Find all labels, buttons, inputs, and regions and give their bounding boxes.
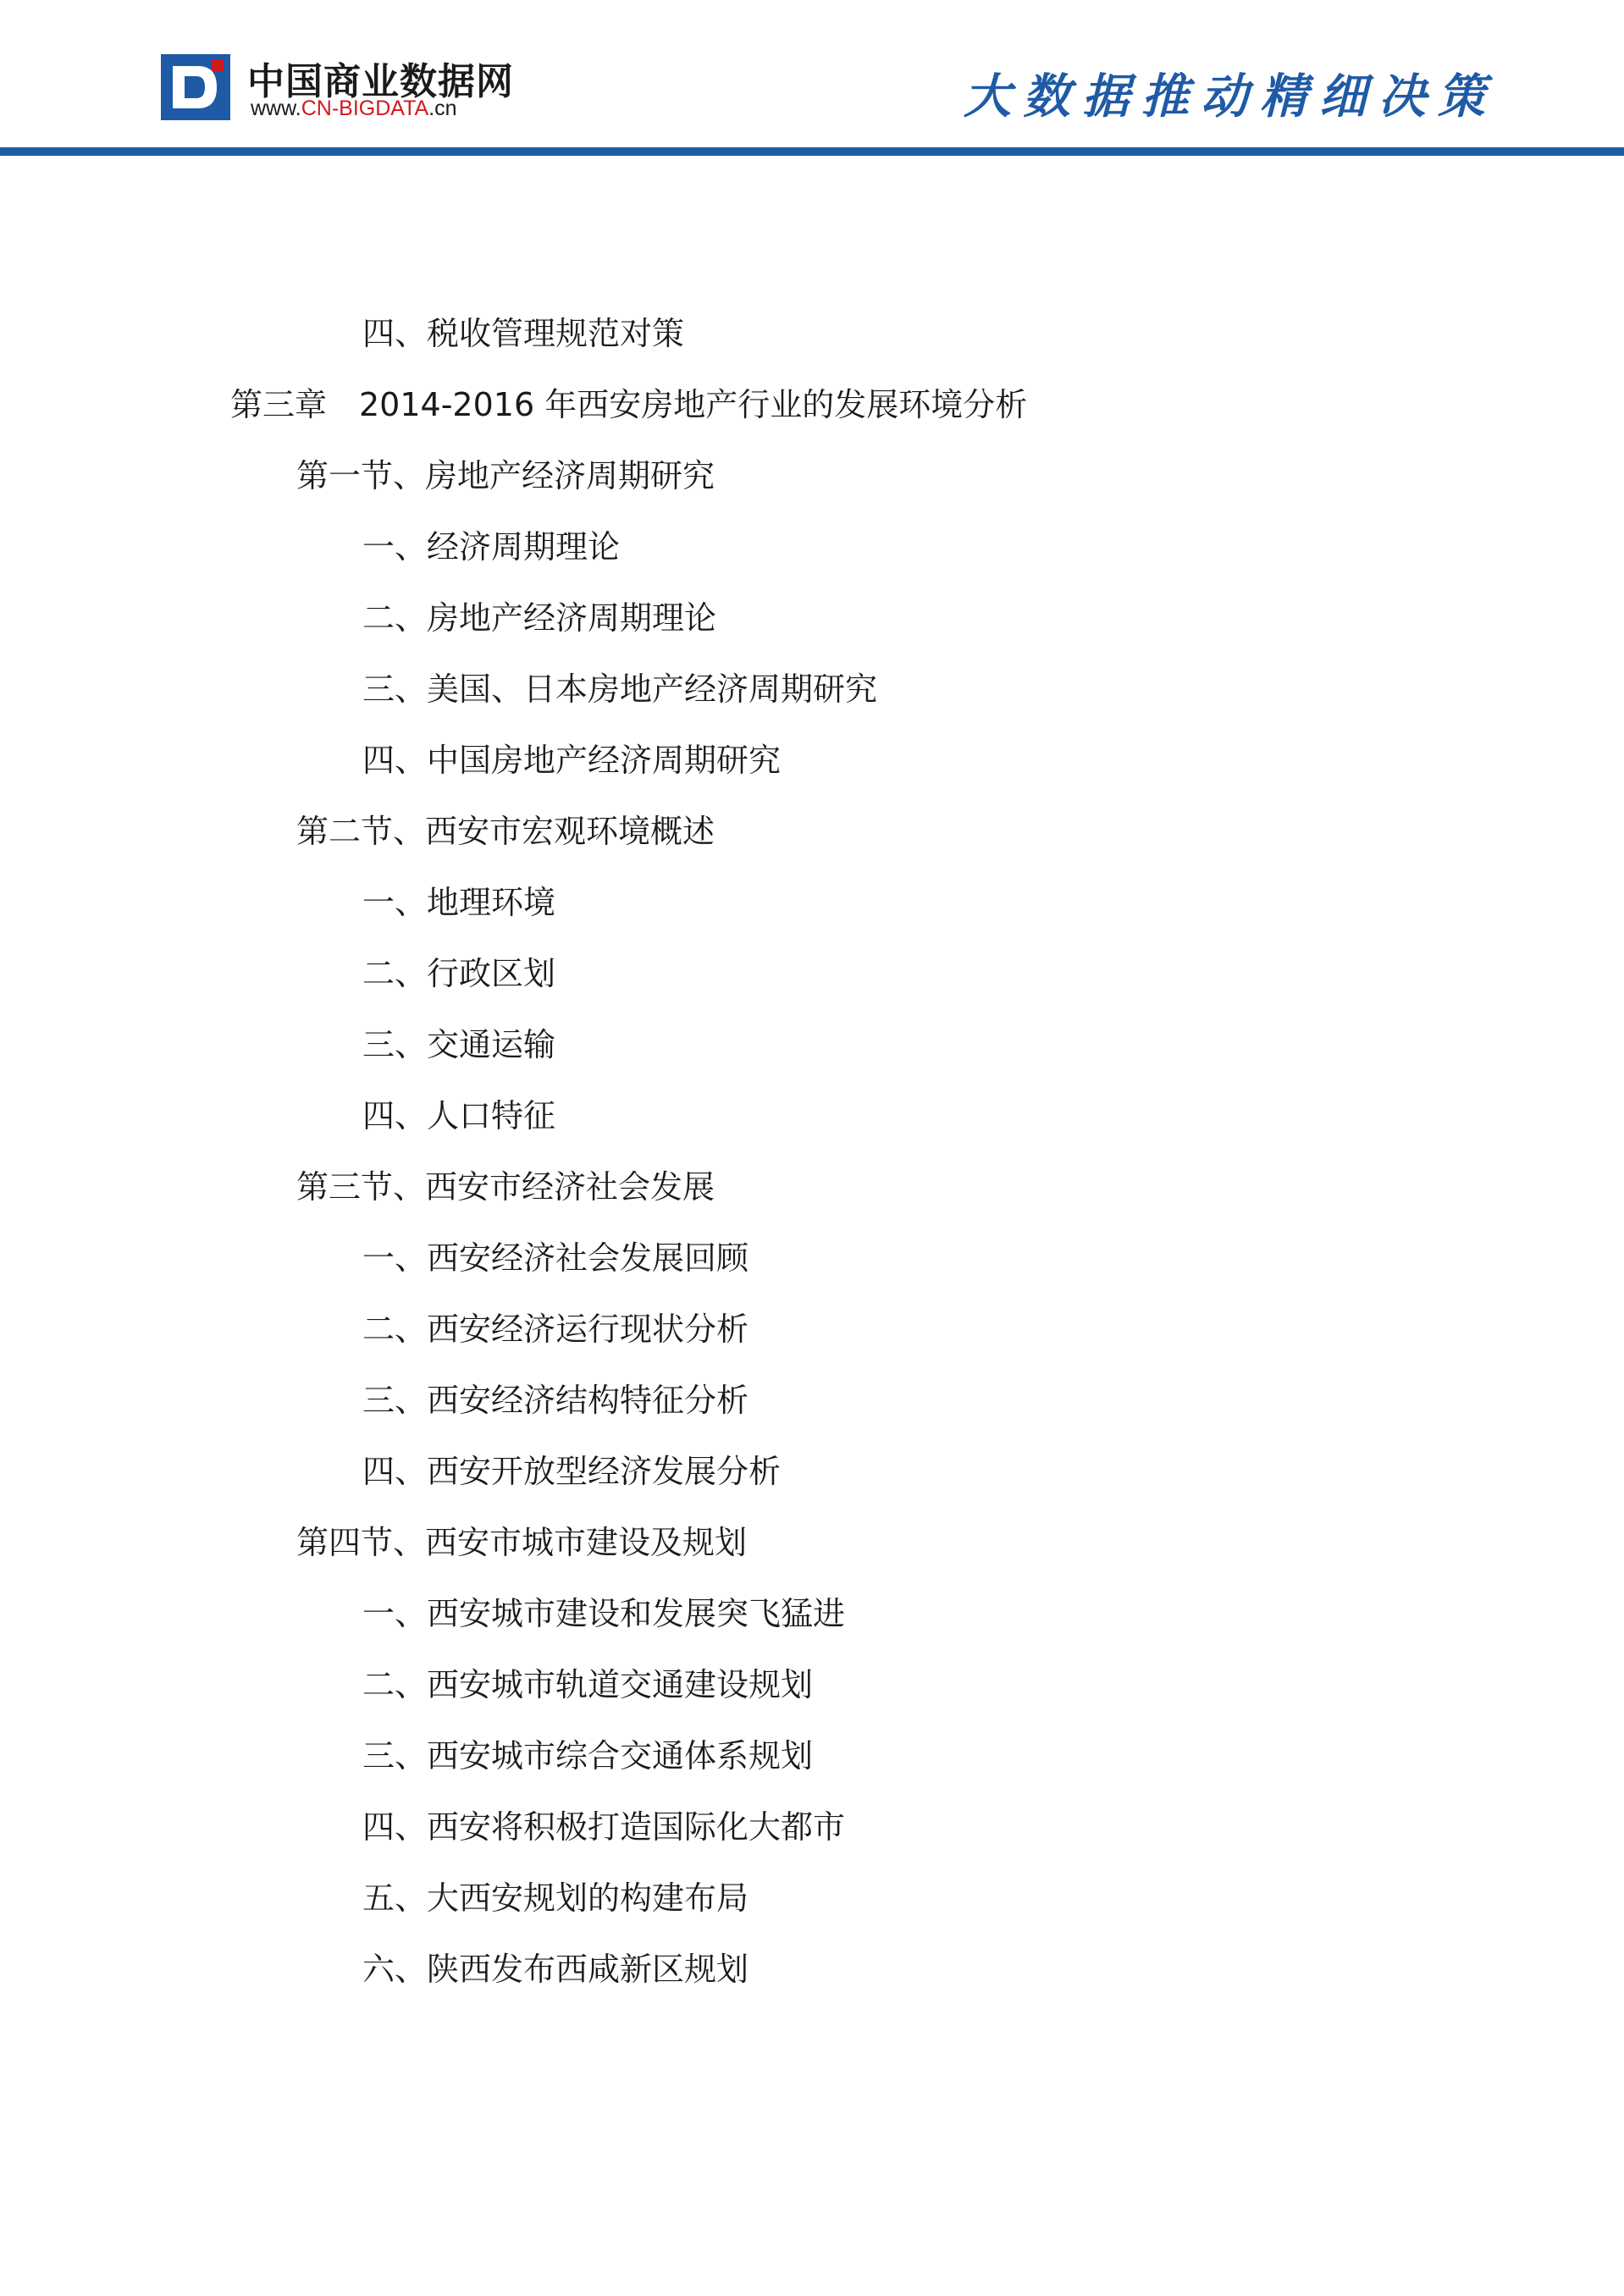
toc-item: 六、陕西发布西咸新区规划: [362, 1951, 749, 1988]
logo-url-suffix: .cn: [428, 97, 457, 120]
toc-item: 二、西安城市轨道交通建设规划: [362, 1666, 814, 1703]
toc-chapter: 第三章 2014-2016 年西安房地产行业的发展环境分析: [230, 386, 1028, 423]
page-header: [0, 0, 1624, 157]
toc-item: 三、交通运输: [362, 1026, 556, 1063]
logo-url-accent: CN-BIGDATA: [301, 97, 429, 120]
logo-url-prefix: www.: [251, 97, 301, 120]
logo-d-icon: [161, 54, 230, 120]
toc-section: 第四节、西安市城市建设及规划: [296, 1524, 748, 1561]
toc-item: 四、税收管理规范对策: [362, 315, 685, 352]
toc-item: 四、人口特征: [362, 1097, 556, 1134]
toc-item: 三、西安城市综合交通体系规划: [362, 1737, 814, 1774]
toc-section: 第二节、西安市宏观环境概述: [296, 813, 715, 850]
toc-item: 四、中国房地产经济周期研究: [362, 742, 782, 779]
toc-item: 一、经济周期理论: [362, 528, 621, 566]
toc-item: 一、西安城市建设和发展突飞猛进: [362, 1595, 846, 1632]
toc-item: 四、西安开放型经济发展分析: [362, 1453, 782, 1490]
toc-section: 第一节、房地产经济周期研究: [296, 457, 715, 494]
toc-item: 二、行政区划: [362, 955, 556, 992]
toc-section: 第三节、西安市经济社会发展: [296, 1168, 715, 1206]
toc-item: 三、美国、日本房地产经济周期研究: [362, 671, 878, 708]
toc-item: 一、地理环境: [362, 884, 556, 921]
logo-name: 中国商业数据网: [247, 60, 514, 103]
logo-url: [251, 97, 457, 121]
toc-item: 一、西安经济社会发展回顾: [362, 1239, 749, 1277]
logo-d-glyph: [161, 54, 230, 120]
table-of-contents: [0, 298, 1624, 2005]
toc-item: 二、西安经济运行现状分析: [362, 1311, 749, 1348]
header-divider: [0, 147, 1624, 156]
toc-item: 二、房地产经济周期理论: [362, 599, 717, 637]
header-slogan: 大数据推动精细决策: [964, 69, 1497, 124]
toc-item: 四、西安将积极打造国际化大都市: [362, 1808, 846, 1846]
toc-item: 五、大西安规划的构建布局: [362, 1879, 749, 1917]
toc-item: 三、西安经济结构特征分析: [362, 1382, 749, 1419]
